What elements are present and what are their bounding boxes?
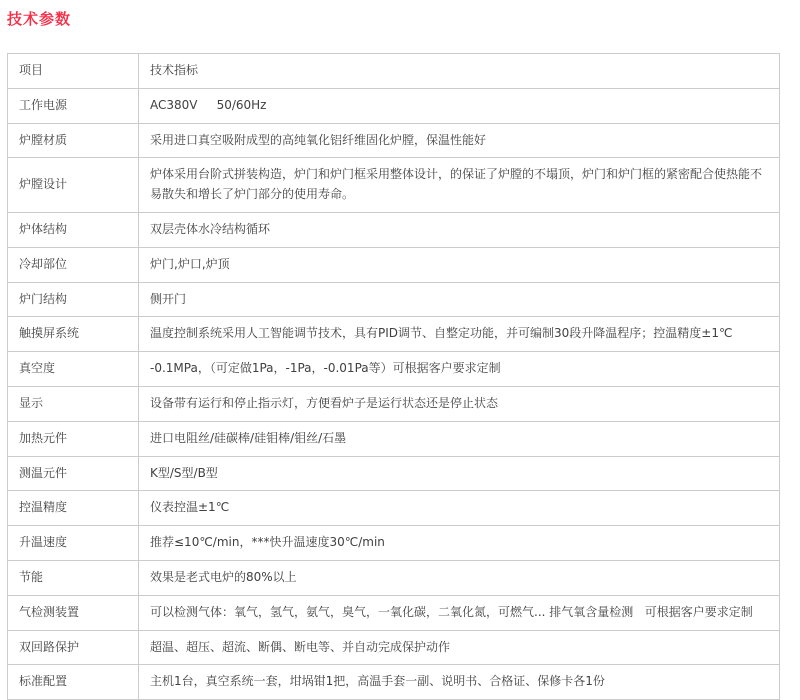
value-cell: 仪表控温±1℃: [139, 491, 780, 526]
table-row: [8, 421, 780, 456]
value-cell: 侧开门: [139, 282, 780, 317]
item-cell: 炉门结构: [8, 282, 139, 317]
table-row: [8, 247, 780, 282]
value-cell: K型/S型/B型: [139, 456, 780, 491]
value-cell: 效果是老式电炉的80%以上: [139, 560, 780, 595]
item-cell: 控温精度: [8, 491, 139, 526]
item-cell: 双回路保护: [8, 630, 139, 665]
value-cell: 炉门,炉口,炉顶: [139, 247, 780, 282]
table-row: [8, 282, 780, 317]
value-cell: 设备带有运行和停止指示灯，方便看炉子是运行状态还是停止状态: [139, 386, 780, 421]
item-cell: 真空度: [8, 352, 139, 387]
page-title: 技术参数: [7, 10, 72, 28]
item-cell: 炉膛材质: [8, 123, 139, 158]
item-cell: 测温元件: [8, 456, 139, 491]
item-cell: 冷却部位: [8, 247, 139, 282]
table-row: [8, 386, 780, 421]
value-cell: 温度控制系统采用人工智能调节技术，具有PID调节、自整定功能，并可编制30段升降温程序；控温精度±1℃: [139, 317, 780, 352]
value-cell: 推荐≤10℃/min，***快升温速度30℃/min: [139, 526, 780, 561]
value-cell: 双层壳体水冷结构循环: [139, 212, 780, 247]
header-row: [8, 54, 780, 89]
item-cell: 显示: [8, 386, 139, 421]
table-row: [8, 630, 780, 665]
value-cell: AC380V 50/60Hz: [139, 88, 780, 123]
value-cell: 进口电阻丝/硅碳棒/硅钼棒/钼丝/石墨: [139, 421, 780, 456]
item-cell: 标准配置: [8, 665, 139, 700]
item-cell: 节能: [8, 560, 139, 595]
table-row: [8, 491, 780, 526]
item-cell: 工作电源: [8, 88, 139, 123]
value-cell: 超温、超压、超流、断偶、断电等、并自动完成保护动作: [139, 630, 780, 665]
value-cell: 炉体采用台阶式拼装构造，炉门和炉门框采用整体设计，的保证了炉膛的不塌顶，炉门和炉门框的紧密配合使热能不易散失和增长了炉门部分的使用寿命。: [139, 158, 780, 213]
item-cell: 触摸屏系统: [8, 317, 139, 352]
table-body: [8, 88, 780, 699]
item-cell: 升温速度: [8, 526, 139, 561]
header-cell-item: 项目: [8, 54, 139, 89]
table-row: [8, 123, 780, 158]
table-row: [8, 212, 780, 247]
table-row: [8, 560, 780, 595]
table-row: [8, 352, 780, 387]
table-row: [8, 595, 780, 630]
value-cell: 采用进口真空吸附成型的高纯氧化铝纤维固化炉膛，保温性能好: [139, 123, 780, 158]
table-row: [8, 158, 780, 213]
table-row: [8, 88, 780, 123]
value-cell: 可以检测气体：氧气，氢气，氨气，臭气，一氧化碳，二氧化氮，可燃气... 排气氧含量检测 可根据客户要求定制: [139, 595, 780, 630]
item-cell: 炉膛设计: [8, 158, 139, 213]
table-row: [8, 317, 780, 352]
spec-table: [7, 53, 780, 700]
value-cell: -0.1MPa，（可定做1Pa，-1Pa，-0.01Pa等）可根据客户要求定制: [139, 352, 780, 387]
spec-table-head: [8, 54, 780, 89]
item-cell: 气检测装置: [8, 595, 139, 630]
table-row: [8, 665, 780, 700]
item-cell: 炉体结构: [8, 212, 139, 247]
item-cell: 加热元件: [8, 421, 139, 456]
table-row: [8, 526, 780, 561]
value-cell: 主机1台，真空系统一套，坩埚钳1把，高温手套一副、说明书、合格证、保修卡各1份: [139, 665, 780, 700]
table-row: [8, 456, 780, 491]
header-cell-value: 技术指标: [139, 54, 780, 89]
